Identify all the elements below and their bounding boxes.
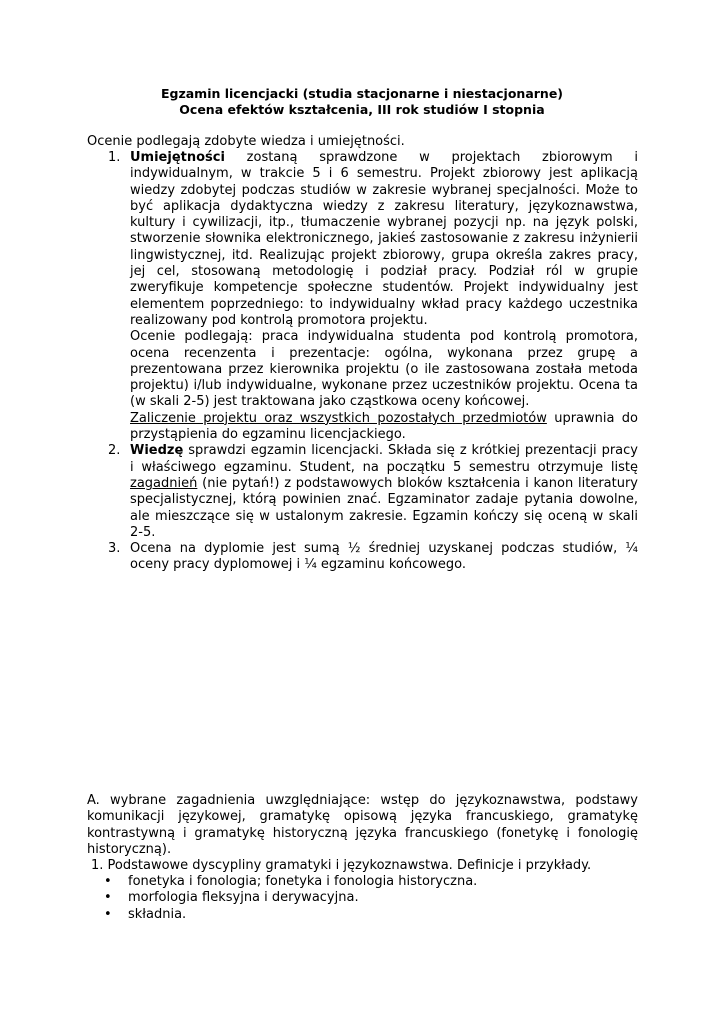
credit-condition-underlined: Zaliczenie projektu oraz wszystkich pozostałych przedmiotów xyxy=(130,410,547,426)
bullet-icon: • xyxy=(104,890,112,906)
list-item-diploma-grade xyxy=(108,541,638,574)
bullet-item xyxy=(104,890,624,906)
bullet-icon: • xyxy=(104,906,112,922)
section-a-subitem: 1. Podstawowe dyscypliny gramatyki i językoznawstwa. Definicje i przykłady. xyxy=(91,858,592,874)
bullet-icon: • xyxy=(104,874,112,889)
intro-text: Ocenie podlegają zdobyte wiedza i umiejętności. xyxy=(87,134,405,149)
document-title-line2: Ocena efektów kształcenia, III rok studiów I stopnia xyxy=(179,102,545,117)
topics-underlined: zagadnień xyxy=(130,475,198,491)
list-item-knowledge xyxy=(108,443,638,541)
document-title-line1: Egzamin licencjacki (studia stacjonarne i niestacjonarne) xyxy=(160,86,564,101)
skills-assessment-paragraph: Ocenie podlegają: praca indywidualna studenta pod kontrolą promotora, ocena recenzenta i prezentacje: ogólna, wykonana przez grupę a prezentowana przez kierownika projektu (o ile zastosowana została metoda projektu) i/lub indywidualne, wykonane przez uczestników projektu. Ocena ta (w skali 2-5) jest traktowana jako cząstkowa oceny końcowej. xyxy=(130,329,638,410)
knowledge-text-b: (nie pytań!) z podstawowych bloków kształcenia i kanon literatury specjalistycznej, którą powinien znać. Egzaminator zadaje pytania dowolne, ale mieszczące się w ustalonym zakresie. Egzamin kończy się oceną w skali 2-5. xyxy=(130,475,638,540)
bullet-item xyxy=(104,907,624,923)
section-a-intro: A. wybrane zagadnienia uwzględniające: wstęp do językoznawstwa, podstawy komunikacji językowej, gramatykę opisową języka francuskiego, gramatykę kontrastywną i gramatykę historyczną języka francuskiego (fonetykę i fonologię historyczną). xyxy=(87,793,638,857)
bullet-text: składnia. xyxy=(128,906,187,922)
bullet-text: morfologia fleksyjna i derywacyjna. xyxy=(128,890,359,906)
numbered-list xyxy=(108,150,638,574)
knowledge-heading: Wiedzę xyxy=(130,443,184,459)
bullet-item xyxy=(104,874,624,890)
bullet-list xyxy=(104,874,624,923)
list-item-number: 1. xyxy=(108,150,121,165)
skills-credit-paragraph xyxy=(130,411,638,444)
skills-heading: Umiejętności xyxy=(130,150,225,165)
list-item-number: 2. xyxy=(108,443,121,459)
list-item-number: 3. xyxy=(108,541,121,557)
credit-condition-rest: uprawnia do przystąpienia do egzaminu licencjackiego. xyxy=(130,410,638,443)
knowledge-paragraph xyxy=(130,443,638,541)
knowledge-text-a: sprawdzi egzamin licencjacki. Składa się z krótkiej prezentacji pracy i właściwego egzaminu. Student, na początku 5 semestru otrzymuje listę xyxy=(130,443,638,475)
section-a xyxy=(87,793,638,874)
skills-paragraph xyxy=(130,150,638,329)
skills-text: zostaną sprawdzone w projektach zbiorowym i indywidualnym, w trakcie 5 i 6 semestru. Projekt zbiorowy jest aplikacją wiedzy zdobytej podczas studiów w zakresie wybranej specjalności. Może to być aplikacja dydaktyczna wiedzy z zakresu literatury, językoznawstwa, kultury i cywilizacji, itp., tłumaczenie wybranej pozycji np. na język polski, stworzenie słownika elektronicznego, jakieś zastosowanie z zakresu inżynierii lingwistycznej, itd. Realizując projekt zbiorowy, grupa określa zakres pracy, jej cel, stosowaną metodologię i podział pracy. Podział ról w grupie zweryfikuje kompetencje społeczne studentów. Projekt indywidualny jest elementem poprzedniego: to indywidualny wkład pracy każdego uczestnika realizowany pod kontrolą promotora projektu. xyxy=(130,150,638,328)
bullet-text: fonetyka i fonologia; fonetyka i fonologia historyczna. xyxy=(128,874,478,889)
diploma-grade-text: Ocena na dyplomie jest sumą ½ średniej uzyskanej podczas studiów, ¼ oceny pracy dyplomowej i ¼ egzaminu końcowego. xyxy=(130,541,638,573)
list-item-skills xyxy=(108,150,638,443)
